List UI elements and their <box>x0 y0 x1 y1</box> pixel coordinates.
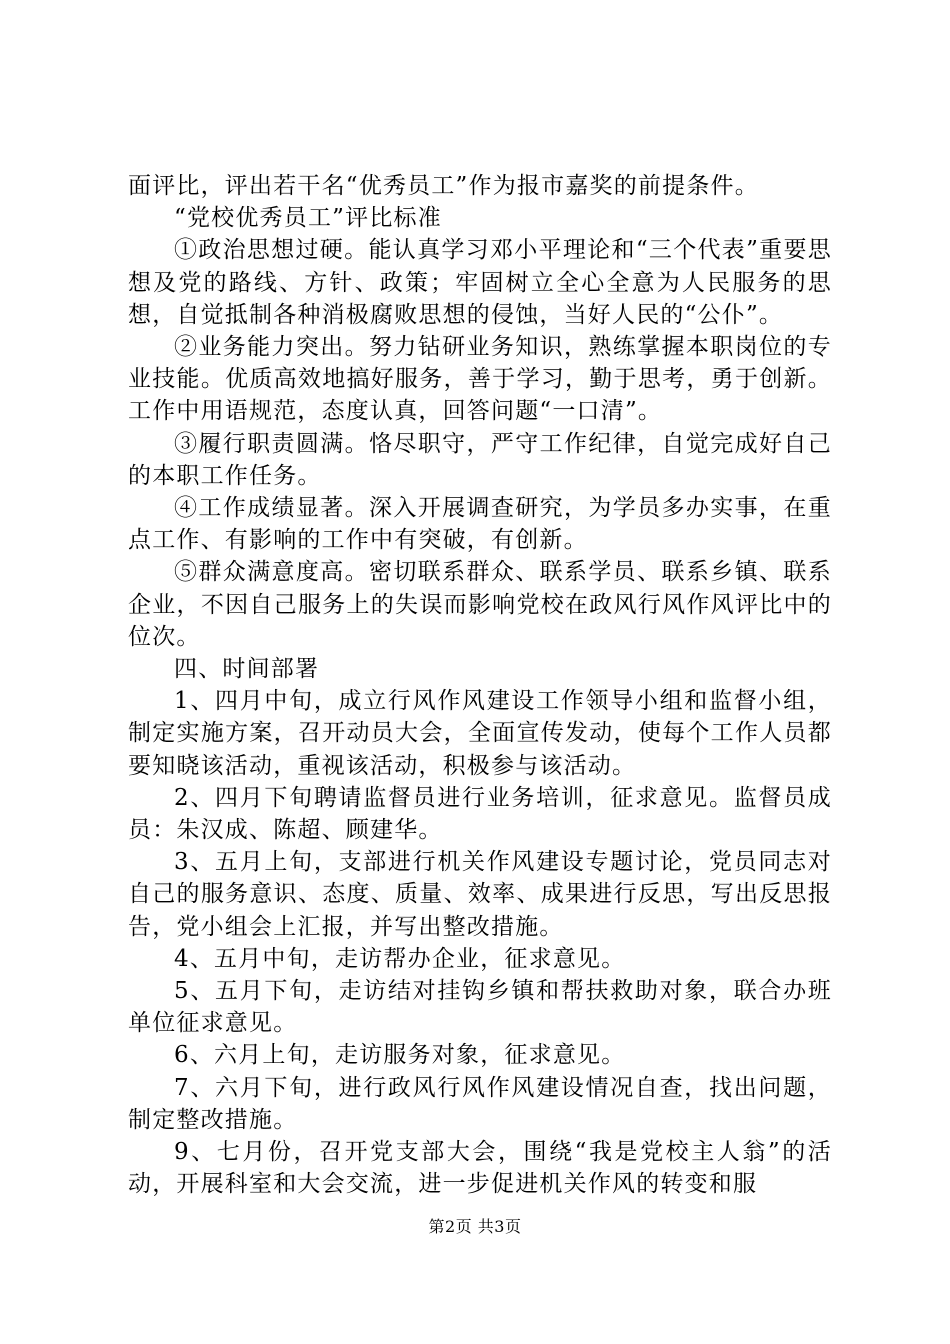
section-heading-schedule: 四、时间部署 <box>174 656 320 683</box>
document-body <box>128 170 832 1201</box>
paragraph-heading-criteria: “党校优秀员工”评比标准 <box>174 205 442 232</box>
paragraph-schedule-7: 7、六月下旬，进行政风行风作风建设情况自查，找出问题，制定整改措施。 <box>128 1074 832 1133</box>
paragraph-criterion-2: ②业务能力突出。努力钻研业务知识，熟练掌握本职岗位的专业技能。优质高效地搞好服务，善于学习，勤于思考，勇于创新。工作中用语规范，态度认真，回答问题“一口清”。 <box>128 334 832 425</box>
paragraph-criterion-4: ④工作成绩显著。深入开展调查研究，为学员多办实事，在重点工作、有影响的工作中有突破，有创新。 <box>128 495 832 554</box>
paragraph-schedule-3: 3、五月上旬，支部进行机关作风建设专题讨论，党员同志对自己的服务意识、态度、质量、效率、成果进行反思，写出反思报告，党小组会上汇报，并写出整改措施。 <box>128 849 832 940</box>
paragraph-schedule-9: 9、七月份，召开党支部大会，围绕“我是党校主人翁”的活动，开展科室和大会交流，进一步促进机关作风的转变和服 <box>128 1139 832 1198</box>
page-footer: 第2页 共3页 <box>428 1217 522 1236</box>
paragraph-criterion-1: ①政治思想过硬。能认真学习邓小平理论和“三个代表”重要思想及党的路线、方针、政策；牢固树立全心全意为人民服务的思想，自觉抵制各种消极腐败思想的侵蚀，当好人民的“公仆”。 <box>128 237 832 328</box>
paragraph-criterion-3: ③履行职责圆满。恪尽职守，严守工作纪律，自觉完成好自己的本职工作任务。 <box>128 430 832 489</box>
paragraph-schedule-6: 6、六月上旬，走访服务对象，征求意见。 <box>174 1042 626 1069</box>
paragraph-criterion-5: ⑤群众满意度高。密切联系群众、联系学员、联系乡镇、联系企业，不因自己服务上的失误而影响党校在政风行风作风评比中的位次。 <box>128 559 832 650</box>
paragraph-continuation: 面评比，评出若干名“优秀员工”作为报市嘉奖的前提条件。 <box>128 173 759 199</box>
paragraph-schedule-1: 1、四月中旬，成立行风作风建设工作领导小组和监督小组，制定实施方案，召开动员大会，全面宣传发动，使每个工作人员都要知晓该活动，重视该活动，积极参与该活动。 <box>128 688 832 779</box>
paragraph-schedule-2: 2、四月下旬聘请监督员进行业务培训，征求意见。监督员成员：朱汉成、陈超、顾建华。 <box>128 784 832 844</box>
paragraph-schedule-5: 5、五月下旬，走访结对挂钩乡镇和帮扶救助对象，联合办班单位征求意见。 <box>128 978 832 1037</box>
paragraph-schedule-4: 4、五月中旬，走访帮办企业，征求意见。 <box>174 945 626 972</box>
